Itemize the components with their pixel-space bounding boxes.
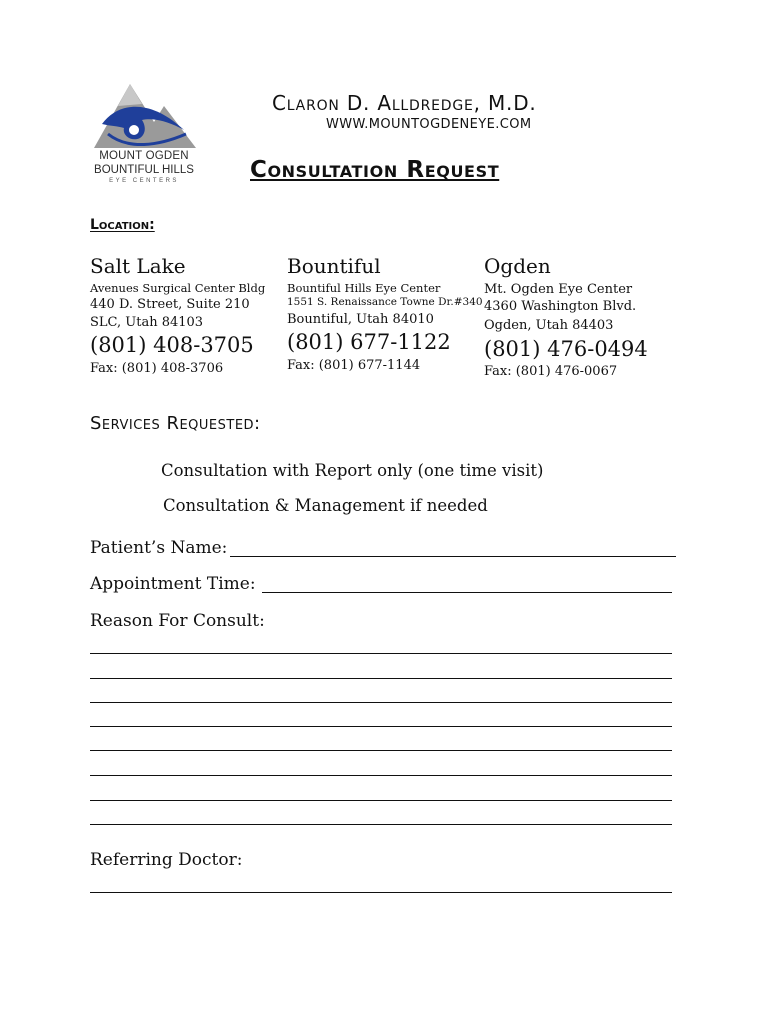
page-title: Consultation Request [250, 157, 500, 183]
location-heading: Location: [90, 217, 155, 233]
location-phone: (801) 677-1122 [287, 330, 451, 354]
logo-line-1: MOUNT OGDEN [99, 150, 189, 162]
location-phone: (801) 408-3705 [90, 333, 254, 357]
location-address1: 440 D. Street, Suite 210 [90, 297, 250, 312]
location-city-bountiful: Bountiful [287, 254, 381, 278]
location-fax: Fax: (801) 476-0067 [484, 364, 618, 379]
service-option-management[interactable]: Consultation & Management if needed [163, 496, 488, 515]
service-option-report[interactable]: Consultation with Report only (one time visit) [161, 461, 544, 480]
location-city-ogden: Ogden [484, 254, 551, 278]
reason-line[interactable] [90, 678, 672, 679]
reason-line[interactable] [90, 800, 672, 801]
logo-line-2: BOUNTIFUL HILLS [94, 164, 194, 176]
location-address2: SLC, Utah 84103 [90, 315, 204, 330]
location-facility: Mt. Ogden Eye Center [484, 282, 633, 297]
location-facility: Avenues Surgical Center Bldg [90, 281, 266, 295]
location-fax: Fax: (801) 677-1144 [287, 358, 421, 373]
referring-doctor-field[interactable] [90, 892, 672, 893]
reason-line[interactable] [90, 750, 672, 751]
appointment-time-label: Appointment Time: [90, 574, 256, 594]
reason-line[interactable] [90, 726, 672, 727]
location-city-salt-lake: Salt Lake [90, 254, 186, 278]
location-fax: Fax: (801) 408-3706 [90, 361, 224, 376]
reason-label: Reason For Consult: [90, 611, 265, 631]
location-address2: Ogden, Utah 84403 [484, 318, 614, 333]
location-facility: Bountiful Hills Eye Center [287, 281, 441, 295]
doctor-name: Claron D. Alldredge, M.D. [272, 91, 537, 115]
patient-name-field[interactable] [230, 556, 676, 557]
reason-line[interactable] [90, 775, 672, 776]
reason-line[interactable] [90, 702, 672, 703]
location-phone: (801) 476-0494 [484, 337, 648, 361]
website-link[interactable]: WWW.MOUNTOGDENEYE.COM [326, 117, 532, 132]
reason-line[interactable] [90, 653, 672, 654]
location-address2: Bountiful, Utah 84010 [287, 312, 434, 327]
location-address1: 1551 S. Renaissance Towne Dr.#340 [287, 296, 483, 308]
services-heading: Services Requested: [90, 413, 261, 434]
referring-doctor-label: Referring Doctor: [90, 850, 243, 870]
appointment-time-field[interactable] [262, 592, 672, 593]
reason-line[interactable] [90, 824, 672, 825]
logo-line-3: EYE CENTERS [109, 178, 179, 184]
location-address1: 4360 Washington Blvd. [484, 299, 637, 314]
patient-name-label: Patient’s Name: [90, 538, 228, 558]
